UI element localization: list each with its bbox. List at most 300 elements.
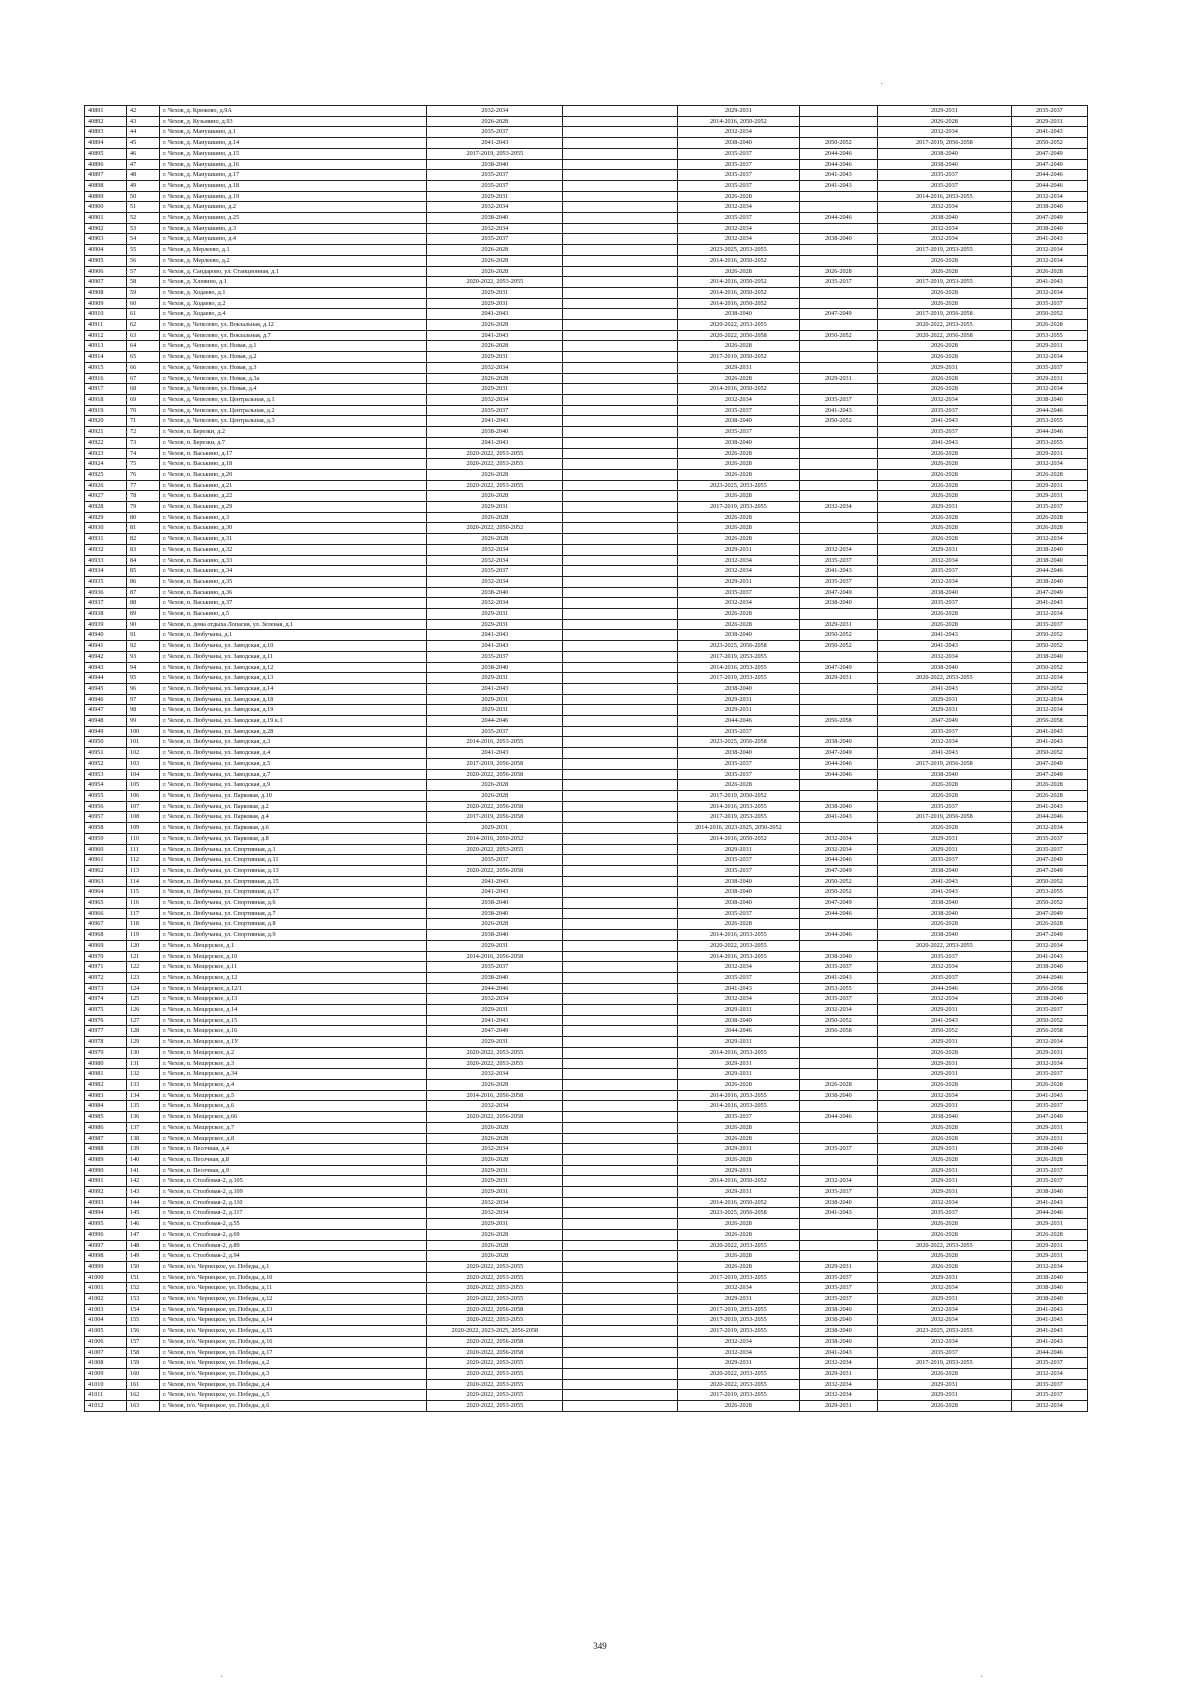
period-col-4-cell: 2047-2049	[799, 865, 877, 876]
period-col-2-cell	[563, 116, 678, 127]
row-number-cell: 54	[126, 234, 159, 245]
period-col-2-cell	[563, 983, 678, 994]
record-id-cell: 40961	[85, 855, 127, 866]
period-col-2-cell	[563, 1154, 678, 1165]
period-col-5-cell: 2032-2034	[878, 394, 1012, 405]
period-col-2-cell	[563, 887, 678, 898]
address-cell: г. Чехов, п. Васькино, д.29	[160, 502, 427, 513]
period-col-3-cell: 2020-2022, 2053-2055	[678, 1368, 800, 1379]
period-col-1-cell: 2032-2034	[427, 202, 563, 213]
record-id-cell: 40903	[85, 234, 127, 245]
period-col-5-cell: 2026-2028	[878, 384, 1012, 395]
period-col-2-cell	[563, 1379, 678, 1390]
row-number-cell: 74	[126, 448, 159, 459]
address-cell: г. Чехов, п. Мещерское, д.16	[160, 1026, 427, 1037]
address-cell: г. Чехов, п. Березки, д.2	[160, 427, 427, 438]
address-cell: г. Чехов, п. Васькино, д.22	[160, 491, 427, 502]
period-col-4-cell	[799, 384, 877, 395]
address-cell: г. Чехов, п. Любучаны, ул. Спортивная, д.9	[160, 930, 427, 941]
period-col-1-cell: 2029-2031	[427, 384, 563, 395]
record-id-cell: 40971	[85, 962, 127, 973]
period-col-5-cell: 2038-2040	[878, 1112, 1012, 1123]
period-col-6-cell: 2038-2040	[1011, 1187, 1087, 1198]
table-row	[85, 737, 1088, 748]
record-id-cell: 41012	[85, 1401, 127, 1412]
period-col-5-cell: 2029-2031	[878, 1069, 1012, 1080]
period-col-1-cell: 2032-2034	[427, 1144, 563, 1155]
table-row	[85, 1240, 1088, 1251]
address-cell: г. Чехов, п. Столбовая-2, д.89	[160, 1240, 427, 1251]
period-col-4-cell: 2044-2046	[799, 908, 877, 919]
row-number-cell: 82	[126, 534, 159, 545]
period-col-3-cell: 2014-2016, 2050-2052	[678, 1197, 800, 1208]
period-col-1-cell: 2020-2022, 2053-2055	[427, 1261, 563, 1272]
period-col-3-cell: 2017-2019, 2053-2055	[678, 673, 800, 684]
period-col-5-cell: 2029-2031	[878, 1187, 1012, 1198]
period-col-2-cell	[563, 791, 678, 802]
period-col-1-cell: 2032-2034	[427, 394, 563, 405]
table-row	[85, 277, 1088, 288]
record-id-cell: 40909	[85, 298, 127, 309]
period-col-4-cell: 2035-2037	[799, 994, 877, 1005]
period-col-3-cell: 2017-2019, 2053-2055	[678, 1272, 800, 1283]
address-cell: г. Чехов, п. Мещерское, д.6	[160, 1101, 427, 1112]
address-cell: г. Чехов, п. Любучаны, ул. Спортивная, д.1	[160, 844, 427, 855]
record-id-cell: 40955	[85, 791, 127, 802]
table-row	[85, 865, 1088, 876]
table-row	[85, 1283, 1088, 1294]
period-col-1-cell: 2038-2040	[427, 930, 563, 941]
address-cell: г. Чехов, д. Манушкино, д.1	[160, 127, 427, 138]
period-col-5-cell: 2020-2022, 2053-2055	[878, 320, 1012, 331]
period-col-4-cell	[799, 694, 877, 705]
record-id-cell: 40964	[85, 887, 127, 898]
period-col-4-cell: 2047-2049	[799, 898, 877, 909]
period-col-1-cell: 2020-2022, 2050-2052	[427, 523, 563, 534]
period-col-4-cell	[799, 437, 877, 448]
period-col-4-cell	[799, 1229, 877, 1240]
period-col-2-cell	[563, 1112, 678, 1123]
address-cell: г. Чехов, п. Любучаны, ул. Заводская, д.19	[160, 705, 427, 716]
period-col-5-cell: 2023-2025, 2053-2055	[878, 1326, 1012, 1337]
period-col-1-cell: 2017-2019, 2053-2055	[427, 148, 563, 159]
row-number-cell: 83	[126, 544, 159, 555]
table-row	[85, 159, 1088, 170]
period-col-6-cell: 2041-2043	[1011, 1090, 1087, 1101]
period-col-3-cell: 2026-2028	[678, 1122, 800, 1133]
row-number-cell: 158	[126, 1347, 159, 1358]
record-id-cell: 40973	[85, 983, 127, 994]
period-col-5-cell: 2041-2043	[878, 437, 1012, 448]
period-col-6-cell: 2041-2043	[1011, 737, 1087, 748]
address-cell: г. Чехов, п. Столбовая-2, д.94	[160, 1251, 427, 1262]
record-id-cell: 40979	[85, 1047, 127, 1058]
address-cell: г. Чехов, п/о. Чернецкое, ул. Победы, д.14	[160, 1315, 427, 1326]
row-number-cell: 91	[126, 630, 159, 641]
period-col-5-cell: 2038-2040	[878, 662, 1012, 673]
period-col-6-cell: 2038-2040	[1011, 994, 1087, 1005]
period-col-6-cell: 2053-2055	[1011, 437, 1087, 448]
period-col-6-cell: 2053-2055	[1011, 887, 1087, 898]
address-cell: г. Чехов, д. Кузьмино, д.93	[160, 116, 427, 127]
period-col-5-cell: 2020-2022, 2053-2055	[878, 673, 1012, 684]
period-col-2-cell	[563, 1347, 678, 1358]
period-col-6-cell: 2041-2043	[1011, 598, 1087, 609]
row-number-cell: 88	[126, 598, 159, 609]
period-col-4-cell: 2050-2052	[799, 641, 877, 652]
address-cell: г. Чехов, п. Васькино, д.20	[160, 469, 427, 480]
period-col-1-cell: 2020-2022, 2053-2055	[427, 844, 563, 855]
period-col-6-cell: 2044-2046	[1011, 405, 1087, 416]
period-col-4-cell: 2044-2046	[799, 855, 877, 866]
period-col-2-cell	[563, 1079, 678, 1090]
period-col-2-cell	[563, 437, 678, 448]
period-col-4-cell: 2038-2040	[799, 234, 877, 245]
period-col-6-cell: 2038-2040	[1011, 1294, 1087, 1305]
period-col-4-cell	[799, 341, 877, 352]
table-row	[85, 1144, 1088, 1155]
period-col-4-cell	[799, 1037, 877, 1048]
period-col-5-cell: 2029-2031	[878, 1144, 1012, 1155]
period-col-2-cell	[563, 630, 678, 641]
period-col-6-cell: 2041-2043	[1011, 1326, 1087, 1337]
row-number-cell: 104	[126, 769, 159, 780]
record-id-cell: 40914	[85, 352, 127, 363]
period-col-3-cell: 2029-2031	[678, 1187, 800, 1198]
period-col-4-cell	[799, 1058, 877, 1069]
record-id-cell: 40891	[85, 106, 127, 117]
row-number-cell: 162	[126, 1390, 159, 1401]
period-col-4-cell	[799, 491, 877, 502]
period-col-1-cell: 2035-2037	[427, 234, 563, 245]
row-number-cell: 72	[126, 427, 159, 438]
period-col-2-cell	[563, 566, 678, 577]
period-col-5-cell: 2032-2034	[878, 1315, 1012, 1326]
period-col-6-cell: 2041-2043	[1011, 1197, 1087, 1208]
period-col-6-cell: 2050-2052	[1011, 630, 1087, 641]
period-col-1-cell: 2026-2028	[427, 1154, 563, 1165]
record-id-cell: 40904	[85, 245, 127, 256]
schedule-table	[84, 105, 1088, 1412]
row-number-cell: 161	[126, 1379, 159, 1390]
address-cell: г. Чехов, п. Васькино, д.5	[160, 609, 427, 620]
record-id-cell: 40984	[85, 1101, 127, 1112]
period-col-5-cell: 2029-2031	[878, 502, 1012, 513]
table-row	[85, 919, 1088, 930]
period-col-6-cell: 2026-2028	[1011, 780, 1087, 791]
period-col-1-cell: 2035-2037	[427, 180, 563, 191]
period-col-2-cell	[563, 159, 678, 170]
row-number-cell: 113	[126, 865, 159, 876]
period-col-6-cell: 2035-2037	[1011, 1101, 1087, 1112]
record-id-cell: 41003	[85, 1304, 127, 1315]
period-col-1-cell: 2044-2046	[427, 983, 563, 994]
row-number-cell: 59	[126, 287, 159, 298]
period-col-4-cell: 2041-2043	[799, 972, 877, 983]
scan-speck: ·	[220, 1672, 224, 1683]
period-col-6-cell: 2032-2034	[1011, 940, 1087, 951]
table-row	[85, 448, 1088, 459]
record-id-cell: 40919	[85, 405, 127, 416]
table-row	[85, 972, 1088, 983]
period-col-6-cell: 2035-2037	[1011, 1390, 1087, 1401]
table-row	[85, 1026, 1088, 1037]
address-cell: г. Чехов, п. Мещерское, д.34	[160, 1069, 427, 1080]
record-id-cell: 40985	[85, 1112, 127, 1123]
period-col-1-cell: 2029-2031	[427, 673, 563, 684]
period-col-4-cell: 2035-2037	[799, 576, 877, 587]
period-col-5-cell: 2035-2037	[878, 1208, 1012, 1219]
table-row	[85, 427, 1088, 438]
record-id-cell: 40963	[85, 876, 127, 887]
period-col-2-cell	[563, 1197, 678, 1208]
period-col-4-cell: 2029-2031	[799, 1261, 877, 1272]
period-col-1-cell: 2026-2028	[427, 116, 563, 127]
period-col-5-cell: 2035-2037	[878, 972, 1012, 983]
period-col-2-cell	[563, 1304, 678, 1315]
period-col-4-cell	[799, 780, 877, 791]
table-row	[85, 416, 1088, 427]
table-row	[85, 598, 1088, 609]
period-col-5-cell: 2026-2028	[878, 491, 1012, 502]
period-col-3-cell: 2038-2040	[678, 898, 800, 909]
table-row	[85, 908, 1088, 919]
period-col-5-cell: 2026-2028	[878, 1122, 1012, 1133]
row-number-cell: 117	[126, 908, 159, 919]
period-col-5-cell: 2017-2019, 2056-2058	[878, 758, 1012, 769]
period-col-2-cell	[563, 459, 678, 470]
period-col-3-cell: 2032-2034	[678, 566, 800, 577]
period-col-2-cell	[563, 737, 678, 748]
address-cell: г. Чехов, п. дома отдыха Лопасня, ул. Зеленая, д.1	[160, 619, 427, 630]
period-col-3-cell: 2029-2031	[678, 694, 800, 705]
row-number-cell: 153	[126, 1294, 159, 1305]
row-number-cell: 142	[126, 1176, 159, 1187]
period-col-2-cell	[563, 619, 678, 630]
period-col-4-cell	[799, 352, 877, 363]
period-col-1-cell: 2026-2028	[427, 512, 563, 523]
period-col-6-cell: 2032-2034	[1011, 609, 1087, 620]
period-col-2-cell	[563, 1133, 678, 1144]
table-body	[85, 106, 1088, 1412]
period-col-3-cell: 2023-2025, 2056-2058	[678, 737, 800, 748]
period-col-4-cell: 2029-2031	[799, 1401, 877, 1412]
row-number-cell: 146	[126, 1219, 159, 1230]
period-col-5-cell: 2014-2016, 2053-2055	[878, 191, 1012, 202]
period-col-5-cell: 2026-2028	[878, 469, 1012, 480]
period-col-4-cell: 2041-2043	[799, 1208, 877, 1219]
period-col-3-cell: 2029-2031	[678, 1294, 800, 1305]
address-cell: г. Чехов, д. Чепелево, ул. Новая, д.3а	[160, 373, 427, 384]
table-row	[85, 619, 1088, 630]
period-col-3-cell: 2017-2019, 2050-2052	[678, 791, 800, 802]
period-col-5-cell: 2017-2019, 2053-2055	[878, 245, 1012, 256]
period-col-6-cell: 2026-2028	[1011, 1154, 1087, 1165]
period-col-6-cell: 2029-2031	[1011, 116, 1087, 127]
address-cell: г. Чехов, п. Столбовая-2, д.110	[160, 1197, 427, 1208]
row-number-cell: 79	[126, 502, 159, 513]
period-col-5-cell: 2026-2028	[878, 1229, 1012, 1240]
row-number-cell: 124	[126, 983, 159, 994]
address-cell: г. Чехов, п/о. Чернецкое, ул. Победы, д.2	[160, 1358, 427, 1369]
row-number-cell: 42	[126, 106, 159, 117]
period-col-2-cell	[563, 876, 678, 887]
row-number-cell: 56	[126, 255, 159, 266]
record-id-cell: 40933	[85, 555, 127, 566]
period-col-6-cell: 2047-2049	[1011, 1112, 1087, 1123]
period-col-3-cell: 2038-2040	[678, 876, 800, 887]
period-col-6-cell: 2041-2043	[1011, 951, 1087, 962]
period-col-1-cell: 2032-2034	[427, 362, 563, 373]
record-id-cell: 41011	[85, 1390, 127, 1401]
period-col-5-cell: 2041-2043	[878, 683, 1012, 694]
record-id-cell: 40941	[85, 641, 127, 652]
period-col-1-cell: 2041-2043	[427, 748, 563, 759]
period-col-5-cell: 2026-2028	[878, 1401, 1012, 1412]
period-col-4-cell	[799, 202, 877, 213]
record-id-cell: 40953	[85, 769, 127, 780]
period-col-4-cell: 2029-2031	[799, 1368, 877, 1379]
period-col-2-cell	[563, 427, 678, 438]
period-col-3-cell: 2026-2028	[678, 780, 800, 791]
period-col-2-cell	[563, 1336, 678, 1347]
period-col-5-cell: 2026-2028	[878, 255, 1012, 266]
period-col-3-cell: 2029-2031	[678, 1037, 800, 1048]
table-row	[85, 566, 1088, 577]
period-col-3-cell: 2029-2031	[678, 1069, 800, 1080]
period-col-3-cell: 2026-2028	[678, 619, 800, 630]
address-cell: г. Чехов, п. Любучаны, ул. Заводская, д.3	[160, 737, 427, 748]
period-col-6-cell: 2035-2037	[1011, 1379, 1087, 1390]
record-id-cell: 40994	[85, 1208, 127, 1219]
row-number-cell: 62	[126, 320, 159, 331]
period-col-4-cell: 2035-2037	[799, 1283, 877, 1294]
period-col-1-cell: 2038-2040	[427, 898, 563, 909]
table-row	[85, 127, 1088, 138]
period-col-4-cell: 2038-2040	[799, 737, 877, 748]
table-row	[85, 673, 1088, 684]
record-id-cell: 40915	[85, 362, 127, 373]
period-col-6-cell: 2050-2052	[1011, 662, 1087, 673]
address-cell: г. Чехов, д. Чепелево, ул. Новая, д.2	[160, 352, 427, 363]
period-col-2-cell	[563, 780, 678, 791]
table-row	[85, 705, 1088, 716]
period-col-3-cell: 2020-2022, 2053-2055	[678, 940, 800, 951]
table-row	[85, 1101, 1088, 1112]
period-col-3-cell: 2029-2031	[678, 1165, 800, 1176]
period-col-3-cell: 2038-2040	[678, 309, 800, 320]
table-row	[85, 748, 1088, 759]
period-col-1-cell: 2020-2022, 2053-2055	[427, 277, 563, 288]
row-number-cell: 125	[126, 994, 159, 1005]
period-col-2-cell	[563, 812, 678, 823]
table-row	[85, 362, 1088, 373]
period-col-1-cell: 2029-2031	[427, 705, 563, 716]
table-row	[85, 587, 1088, 598]
address-cell: г. Чехов, п. Любучаны, ул. Спортивная, д.8	[160, 919, 427, 930]
period-col-4-cell: 2041-2043	[799, 180, 877, 191]
period-col-2-cell	[563, 234, 678, 245]
table-row	[85, 138, 1088, 149]
period-col-6-cell: 2047-2049	[1011, 148, 1087, 159]
period-col-5-cell: 2041-2043	[878, 748, 1012, 759]
period-col-2-cell	[563, 598, 678, 609]
table-row	[85, 1390, 1088, 1401]
period-col-5-cell: 2032-2034	[878, 223, 1012, 234]
record-id-cell: 40976	[85, 1015, 127, 1026]
period-col-2-cell	[563, 138, 678, 149]
row-number-cell: 140	[126, 1154, 159, 1165]
address-cell: г. Чехов, п. Песочная, д.4	[160, 1144, 427, 1155]
period-col-1-cell: 2014-2016, 2056-2058	[427, 951, 563, 962]
address-cell: г. Чехов, п/о. Чернецкое, ул. Победы, д.5	[160, 1390, 427, 1401]
period-col-3-cell: 2014-2016, 2053-2055	[678, 1090, 800, 1101]
period-col-3-cell: 2026-2028	[678, 523, 800, 534]
record-id-cell: 40949	[85, 726, 127, 737]
period-col-4-cell	[799, 683, 877, 694]
table-row	[85, 459, 1088, 470]
period-col-3-cell: 2017-2019, 2053-2055	[678, 502, 800, 513]
period-col-3-cell: 2041-2043	[678, 983, 800, 994]
period-col-5-cell: 2041-2043	[878, 641, 1012, 652]
period-col-6-cell: 2044-2046	[1011, 812, 1087, 823]
period-col-3-cell: 2026-2028	[678, 1251, 800, 1262]
record-id-cell: 40989	[85, 1154, 127, 1165]
row-number-cell: 55	[126, 245, 159, 256]
period-col-6-cell: 2041-2043	[1011, 1336, 1087, 1347]
period-col-1-cell: 2020-2022, 2023-2025, 2056-2058	[427, 1326, 563, 1337]
record-id-cell: 40931	[85, 534, 127, 545]
period-col-4-cell: 2044-2046	[799, 213, 877, 224]
period-col-3-cell: 2035-2037	[678, 855, 800, 866]
period-col-1-cell: 2041-2043	[427, 416, 563, 427]
period-col-1-cell: 2029-2031	[427, 1176, 563, 1187]
period-col-1-cell: 2020-2022, 2053-2055	[427, 1315, 563, 1326]
period-col-6-cell: 2032-2034	[1011, 1401, 1087, 1412]
period-col-3-cell: 2035-2037	[678, 769, 800, 780]
period-col-5-cell: 2026-2028	[878, 480, 1012, 491]
table-row	[85, 1079, 1088, 1090]
address-cell: г. Чехов, п. Любучаны, ул. Спортивная, д.11	[160, 855, 427, 866]
period-col-3-cell: 2035-2037	[678, 170, 800, 181]
address-cell: г. Чехов, п/о. Чернецкое, ул. Победы, д.17	[160, 1347, 427, 1358]
period-col-3-cell: 2020-2022, 2056-2058	[678, 330, 800, 341]
record-id-cell: 40943	[85, 662, 127, 673]
period-col-3-cell: 2014-2016, 2053-2055	[678, 930, 800, 941]
period-col-2-cell	[563, 919, 678, 930]
period-col-6-cell: 2029-2031	[1011, 480, 1087, 491]
period-col-2-cell	[563, 951, 678, 962]
row-number-cell: 114	[126, 876, 159, 887]
record-id-cell: 40893	[85, 127, 127, 138]
address-cell: г. Чехов, п/о. Чернецкое, ул. Победы, д.11	[160, 1283, 427, 1294]
period-col-2-cell	[563, 833, 678, 844]
record-id-cell: 40965	[85, 898, 127, 909]
table-row	[85, 1208, 1088, 1219]
period-col-5-cell: 2029-2031	[878, 1005, 1012, 1016]
period-col-1-cell: 2020-2022, 2053-2055	[427, 1401, 563, 1412]
address-cell: г. Чехов, п. Мещерское, д.12	[160, 972, 427, 983]
period-col-1-cell: 2020-2022, 2053-2055	[427, 1047, 563, 1058]
period-col-4-cell	[799, 223, 877, 234]
address-cell: г. Чехов, д. Ходаево, д.4	[160, 309, 427, 320]
period-col-4-cell	[799, 106, 877, 117]
period-col-1-cell: 2020-2022, 2056-2058	[427, 865, 563, 876]
table-row	[85, 255, 1088, 266]
period-col-4-cell: 2050-2052	[799, 630, 877, 641]
row-number-cell: 145	[126, 1208, 159, 1219]
period-col-3-cell: 2044-2046	[678, 1026, 800, 1037]
